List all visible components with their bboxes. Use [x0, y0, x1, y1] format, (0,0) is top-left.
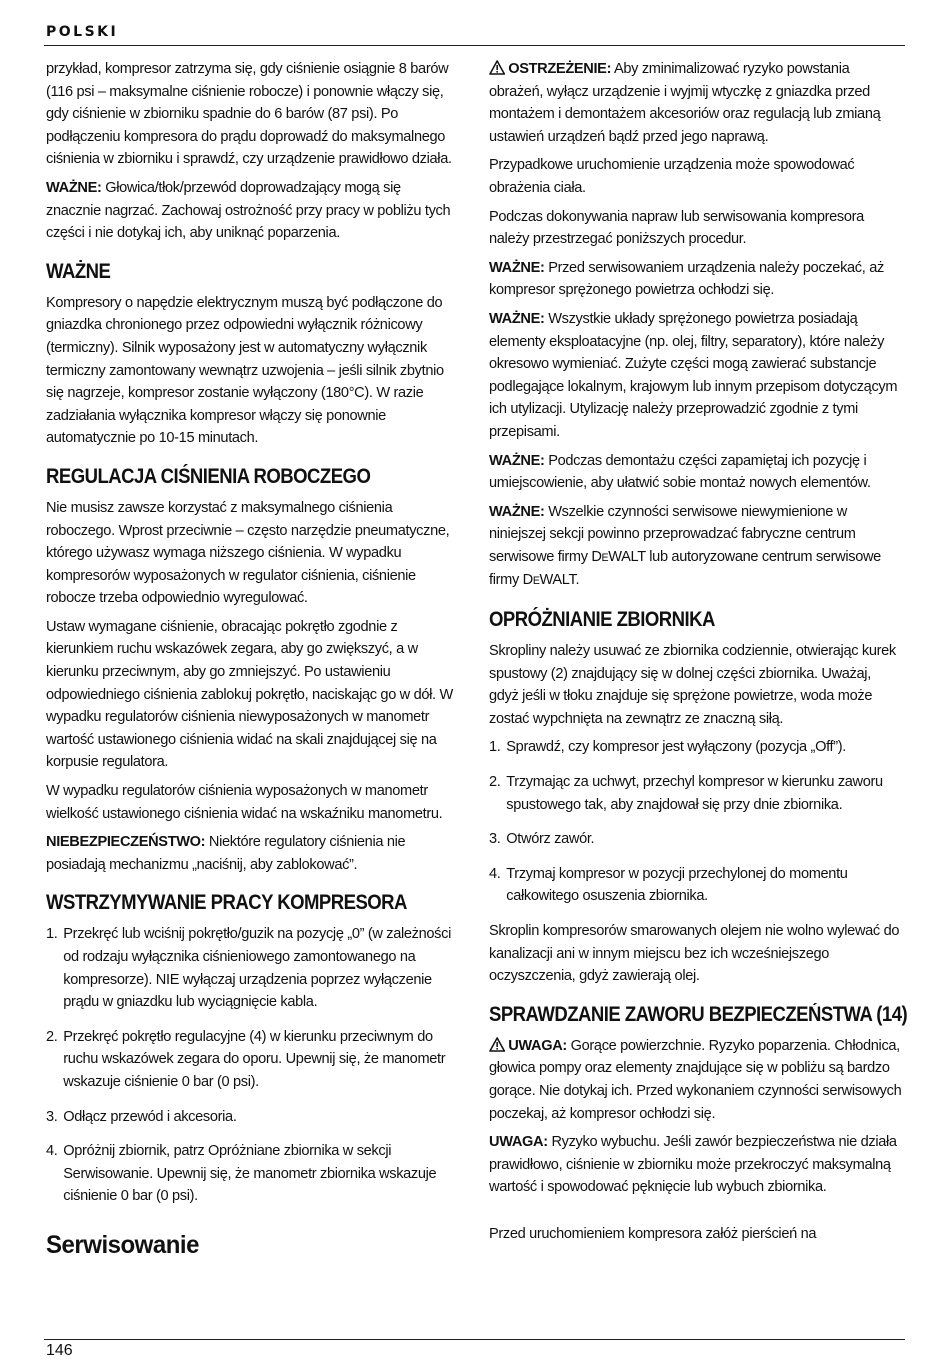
caution-note [489, 1035, 902, 1125]
warning-text: Aby zminimalizować ryzyko powstania obrażeń, wyłącz urządzenie i wyjmij wtyczkę z gniazdka przed montażem i demontażem akcesoriów oraz regulacją lub zmianą ustawień urządzeń bądź przed jego naprawą. [489, 60, 881, 145]
caution-label: UWAGA: [508, 1036, 567, 1054]
list-item [489, 736, 902, 759]
important-text: WALT lub autoryzowane centrum serwisowe firmy D [489, 547, 881, 589]
step-number: 1. [46, 925, 58, 943]
step-text: Trzymaj kompresor w pozycji przechylonej do momentu całkowitego osuszenia zbiornika. [506, 864, 848, 905]
step-number: 2. [489, 773, 501, 791]
stop-heading: WSTRZYMYWANIE PRACY KOMPRESORA [46, 891, 407, 915]
important-label: WAŻNE: [489, 451, 545, 469]
important-text: Kompresory o napędzie elektrycznym muszą być podłączone do gniazdka chronionego przez odpowiedni wyłącznik różnicowy (termiczny). Silnik wyposażony jest w automatyczny wyłącznik termiczny zamontowany wewnątrz uzwojenia – jeśli silnik zbytnio się nagrzeje, kompresor zostanie wyłączony (180°C). W razie zadziałania wyłącznika kompresor włączy się ponownie automatycznie po 10-15 minutach. [46, 293, 444, 447]
danger-note [46, 831, 457, 876]
step-number: 3. [46, 1107, 58, 1125]
valve-heading: SPRAWDZANIE ZAWORU BEZPIECZEŃSTWA (14) [489, 1002, 908, 1026]
important-text: Podczas demontażu części zapamiętaj ich pozycję i umiejscowienie, aby ułatwić sobie montaż nowych elementów. [489, 451, 871, 492]
repairs-text: Podczas dokonywania napraw lub serwisowania kompresora należy przestrzegać poniższych procedur. [489, 207, 864, 248]
spacer [489, 1205, 902, 1223]
important-text: Przed serwisowaniem urządzenia należy poczekać, aż kompresor sprężonego powietrza ochłodzi się. [489, 258, 884, 299]
stop-steps-list [46, 923, 457, 1208]
step-text: Trzymając za uchwyt, przechyl kompresor w kierunku zaworu spustowego tak, aby znajdował się przy dnie zbiornika. [506, 773, 883, 813]
pressure-heading: REGULACJA CIŚNIENIA ROBOCZEGO [46, 464, 371, 488]
pressure-paragraph-3: W wypadku regulatorów ciśnienia wyposażonych w manometr wielkość ustawionego ciśnienia widać na wskaźniku manometru. [46, 782, 443, 822]
pressure-paragraph-2: Ustaw wymagane ciśnienie, obracając pokrętło zgodnie z kierunkiem ruchu wskazówek zegara, aby go zwiększyć, a w kierunku przeciwnym, aby go zmniejszyć. Po ustawieniu odpowiedniego ciśnienia zablokuj pokrętło, naciskając go w dół. W wypadku regulatorów ciśnienia niewyposażonych w manometr wartość ustawionego ciśnienia widać na skali znajdującej się na korpusie regulatora. [46, 617, 453, 771]
step-text: Otwórz zawór. [506, 830, 595, 848]
list-item [489, 771, 902, 816]
important-note-2 [489, 308, 902, 444]
hot-parts-note [46, 177, 457, 245]
step-number: 4. [489, 864, 501, 882]
warning-note [489, 58, 902, 148]
warning-triangle-icon [489, 60, 505, 75]
important-note-4 [489, 501, 902, 593]
list-item [489, 863, 902, 908]
danger-text: Niektóre regulatory ciśnienia nie posiadają mechanizmu „naciśnij, aby zablokować”. [46, 833, 406, 873]
important-text: Wszystkie układy sprężonego powietrza posiadają elementy eksploatacyjne (np. olej, filtry, separatory), które należy okresowo wymieniać. Zużyte części mogą zawierać substancje podlegające lokalnym, krajowym lub innym przepisom dotyczącym ich utylizacji. Utylizację należy przeprowadzić zgodnie z tymi przepisami. [489, 309, 898, 440]
step-number: 1. [489, 738, 501, 756]
caution-note-2 [489, 1131, 902, 1199]
step-text: Odłącz przewód i akcesoria. [63, 1107, 237, 1125]
important-heading: WAŻNE [46, 259, 111, 283]
warning-triangle-icon [489, 1037, 505, 1052]
important-text: Wszelkie czynności serwisowe niewymienione w niniejszej sekcji powinno przeprowadzać fabryczne centrum serwisowe firmy D [489, 502, 856, 565]
danger-label: NIEBEZPIECZEŃSTWO: [46, 833, 206, 851]
brand-small-cap: E [532, 575, 540, 588]
hot-parts-label: WAŻNE: [46, 178, 102, 196]
drain-outro: Skroplin kompresorów smarowanych olejem nie wolno wylewać do kanalizacji ani w innym miejscu bez ich wcześniejszego oczyszczenia, gdyż zawierają olej. [489, 922, 900, 985]
drain-intro: Skropliny należy usuwać ze zbiornika codziennie, otwierając kurek spustowy (2) znajdujący się w dolnej części zbiornika. Uważaj, gdyż jeśli w tłoku znajduje się sprężone powietrze, woda może zostać wypchnięta na zewnątrz ze znaczną siłą. [489, 642, 896, 727]
brand-small-cap: E [601, 551, 609, 564]
important-note-1 [489, 257, 902, 302]
hot-parts-text: Głowica/tłok/przewód doprowadzający mogą się znacznie nagrzać. Zachowaj ostrożność przy pracy w pobliżu tych części i nie dotykaj ich, aby uniknąć poparzenia. [46, 178, 451, 242]
list-item [46, 923, 457, 1013]
list-item [46, 1140, 457, 1208]
important-note-3 [489, 450, 902, 495]
footer-divider [44, 1339, 905, 1340]
caution-label: UWAGA: [489, 1133, 548, 1151]
important-label: WAŻNE: [489, 309, 545, 327]
accidental-start-text: Przypadkowe uruchomienie urządzenia może spowodować obrażenia ciała. [489, 156, 855, 196]
service-heading: Serwisowanie [46, 1230, 199, 1259]
ring-text: Przed uruchomieniem kompresora załóż pierścień na [489, 1224, 817, 1242]
caution-text: Gorące powierzchnie. Ryzyko poparzenia. Chłodnica, głowica pompy oraz elementy znajdujące się w pobliżu są bardzo gorące. Nie dotykaj ich. Przed wykonaniem czynności serwisowych poczekaj, aż kompresor ochłodzi się. [489, 1036, 902, 1122]
step-text: Przekręć lub wciśnij pokrętło/guzik na pozycję „0” (w zależności od rodzaju wyłącznika ciśnieniowego zamontowanego na kompresorze). NIE wyłączaj urządzenia poprzez wyłączenie prądu w gniazdku lub wyciągnięcie kabla. [63, 925, 451, 1011]
step-number: 3. [489, 830, 501, 848]
list-item [46, 1026, 457, 1094]
left-column [46, 58, 457, 1260]
step-text: Opróżnij zbiornik, patrz Opróżniane zbiornika w sekcji Serwisowanie. Upewnij się, że manometr zbiornika wskazuje ciśnienie 0 bar (0 psi). [63, 1142, 437, 1205]
important-text: WALT. [539, 571, 580, 589]
warning-label: OSTRZEŻENIE: [508, 60, 612, 77]
right-column [489, 58, 908, 1252]
drain-heading: OPRÓŻNIANIE ZBIORNIKA [489, 608, 715, 632]
intro-paragraph: przykład, kompresor zatrzyma się, gdy ciśnienie osiągnie 8 barów (116 psi – maksymalne ciśnienie robocze) i ponownie włączy się, gdy ciśnienie w zbiorniku spadnie do 6 barów (87 psi). Po podłączeniu kompresora do prądu doprowadź do maksymalnego ciśnienia w zbiorniku i sprawdź, czy urządzenie prawidłowo działa. [46, 60, 452, 168]
important-label: WAŻNE: [489, 502, 545, 520]
caution-text: Ryzyko wybuchu. Jeśli zawór bezpieczeństwa nie działa prawidłowo, ciśnienie w zbiorniku może przekroczyć maksymalną wartość i spowodować pęknięcie lub wybuch zbiornika. [489, 1133, 897, 1196]
drain-steps-list [489, 736, 902, 908]
header-divider [44, 45, 905, 46]
step-number: 4. [46, 1142, 58, 1160]
step-text: Przekręć pokrętło regulacyjne (4) w kierunku przeciwnym do ruchu wskazówek zegara do oporu. Upewnij się, że manometr wskazuje ciśnienie 0 bar (0 psi). [63, 1027, 446, 1090]
important-label: WAŻNE: [489, 258, 545, 276]
page-number: 146 [46, 1342, 73, 1359]
pressure-paragraph-1: Nie musisz zawsze korzystać z maksymalnego ciśnienia roboczego. Wprost przeciwnie – często narzędzie pneumatyczne, którego używasz wymaga niższego ciśnienia. W wypadku kompresorów wyposażonych w regulator ciśnienia, ciśnienie robocze trzeba odpowiednio wyregulować. [46, 498, 450, 607]
list-item [46, 1106, 457, 1129]
list-item [489, 828, 902, 851]
step-text: Sprawdź, czy kompresor jest wyłączony (pozycja „Off”). [506, 738, 846, 756]
language-label: POLSKI [46, 24, 119, 40]
step-number: 2. [46, 1027, 58, 1045]
